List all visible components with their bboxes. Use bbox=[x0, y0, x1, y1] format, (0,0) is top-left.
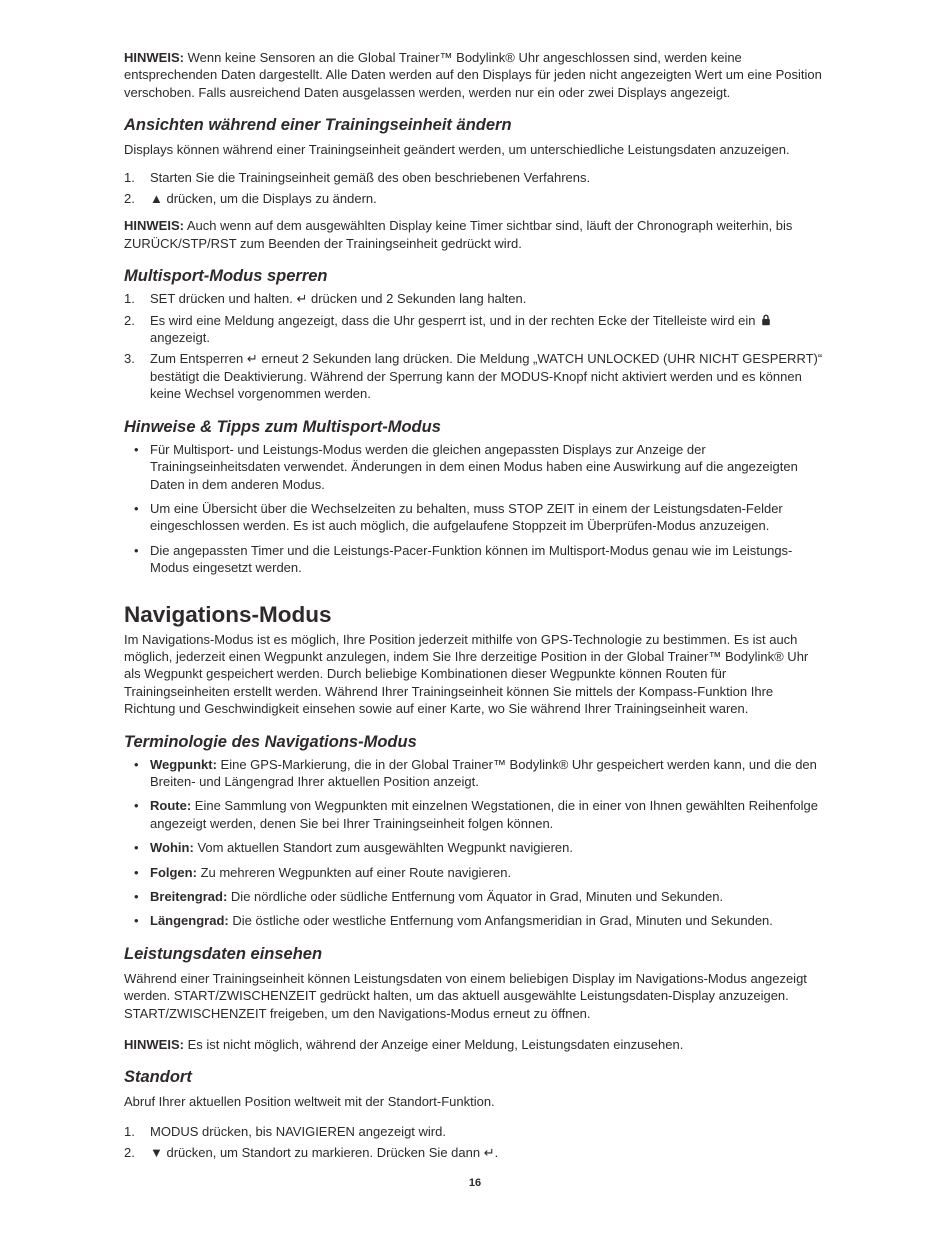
section-heading-terminologie: Terminologie des Navigations-Modus bbox=[124, 732, 417, 751]
note-label: HINWEIS: bbox=[124, 218, 184, 234]
list-item bbox=[124, 864, 828, 881]
bullet-marker: • bbox=[134, 913, 139, 929]
term-definition: Eine Sammlung von Wegpunkten mit einzelnen Wegstationen, die in einer von Ihnen gewählten Reihenfolge angezeigt werden, denen Sie bei Ihrer Trainingseinheit folgen können. bbox=[150, 798, 818, 831]
bullet-marker: • bbox=[134, 798, 139, 814]
list-number: 2. bbox=[124, 312, 135, 328]
bullet-marker: • bbox=[134, 840, 139, 856]
term-label: Wegpunkt: bbox=[150, 756, 217, 772]
list-text bbox=[150, 756, 828, 791]
note-paragraph bbox=[124, 49, 828, 101]
list-text bbox=[150, 864, 828, 881]
bullet-marker: • bbox=[134, 864, 139, 880]
list-text bbox=[150, 888, 828, 905]
list-text: Zum Entsperren ↵ erneut 2 Sekunden lang drücken. Die Meldung „WATCH UNLOCKED (UHR NICHT GESPERRT)“ bestätigt die Deaktivierung. Während der Sperrung kann der MODUS-Knopf nicht aktiviert werden und es können keine Wechsel vorgenommen werden. bbox=[150, 351, 823, 402]
list-text bbox=[150, 912, 828, 929]
list-text: Die angepassten Timer und die Leistungs-Pacer-Funktion können im Multisport-Modus genau wie im Leistungs-Modus eingesetzt werden. bbox=[150, 542, 793, 576]
list-item bbox=[124, 441, 828, 493]
list-text: Um eine Übersicht über die Wechselzeiten zu behalten, muss STOP ZEIT in einem der Leistungsdaten-Felder eingeschlossen werden. Es ist auch möglich, die aufgelaufene Stoppzeit im Überprüfen-Modus anzuzeigen. bbox=[150, 500, 783, 534]
bullet-marker: • bbox=[134, 500, 139, 516]
list-text bbox=[150, 312, 828, 347]
term-definition: Die nördliche oder südliche Entfernung vom Äquator in Grad, Minuten und Sekunden. bbox=[230, 889, 724, 904]
list-item bbox=[124, 1144, 828, 1161]
list-number: 2. bbox=[124, 191, 135, 207]
section-heading-sperren: Multisport-Modus sperren bbox=[124, 267, 328, 286]
page-number: 16 bbox=[468, 1177, 482, 1189]
section-heading-tipps: Hinweise & Tipps zum Multisport-Modus bbox=[124, 417, 441, 436]
section-body-leistungsdaten: Während einer Trainingseinheit können Leistungsdaten von einem beliebigen Display im Navigations-Modus angezeigt werden. START/ZWISCHENZEIT gedrückt halten, um das aktuell ausgewählte Leistungsdaten-Display anzuzeigen. START/ZWISCHENZEIT freigeben, um den Navigations-Modus erneut zu öffnen. bbox=[124, 970, 807, 1021]
bullet-marker: • bbox=[134, 889, 139, 904]
standort-steps-list bbox=[124, 1123, 828, 1162]
list-text bbox=[150, 839, 828, 856]
list-item bbox=[124, 839, 828, 856]
list-text: ▲ drücken, um die Displays zu ändern. bbox=[150, 191, 377, 207]
list-text: Für Multisport- und Leistungs-Modus werden die gleichen angepassten Displays zur Anzeige der Trainingseinheitsdaten verwendet. Änderungen in dem einen Modus haben eine Auswirkung auf die angezeigten Daten in dem anderen Modus. bbox=[150, 441, 798, 492]
section-intro-standort: Abruf Ihrer aktuellen Position weltweit mit der Standort-Funktion. bbox=[124, 1094, 495, 1110]
note-paragraph bbox=[124, 1036, 828, 1053]
list-item bbox=[124, 888, 828, 905]
term-definition: Eine GPS-Markierung, die in der Global Trainer™ Bodylink® Uhr gespeichert werden kann, und die den Breiten- und Längengrad Ihrer aktuellen Position anzeigt. bbox=[150, 756, 817, 789]
note-text: Es ist nicht möglich, während der Anzeige einer Meldung, Leistungsdaten einzusehen. bbox=[187, 1037, 684, 1053]
chapter-intro-navigation: Im Navigations-Modus ist es möglich, Ihre Position jederzeit mithilfe von GPS-Technologie zu bestimmen. Es ist auch möglich, jederzeit einen Wegpunkt anzulegen, indem Sie Ihre derzeitige Position in der Global Trainer™ Bodylink® Uhr als Wegpunkt gespeichert werden. Durch beliebige Kombinationen dieser Wegpunkte können Routen für Trainingseinheiten erstellt werden. Während Ihrer Trainingseinheit können Sie mittels der Kompass-Funktion Ihre Richtung und Geschwindigkeit einsehen sowie auf einer Karte, wo Sie während Ihrer Trainingseinheit waren. bbox=[124, 631, 809, 717]
list-number: 1. bbox=[124, 169, 135, 185]
list-item bbox=[124, 312, 828, 347]
lock-icon bbox=[761, 314, 771, 326]
list-item bbox=[124, 350, 828, 402]
ansichten-steps-list bbox=[124, 169, 828, 208]
note-label: HINWEIS: bbox=[124, 50, 184, 65]
note-paragraph bbox=[124, 217, 828, 252]
section-heading-leistungsdaten: Leistungsdaten einsehen bbox=[124, 944, 323, 963]
list-text-before-icon: Es wird eine Meldung angezeigt, dass die Uhr gesperrt ist, und in der rechten Ecke der Titelleiste wird ein bbox=[150, 312, 756, 328]
term-label: Folgen: bbox=[150, 864, 197, 880]
list-number: 1. bbox=[124, 1123, 135, 1139]
note-label: HINWEIS: bbox=[124, 1037, 184, 1053]
list-item bbox=[124, 1123, 828, 1140]
list-item bbox=[124, 500, 828, 535]
list-item bbox=[124, 190, 828, 207]
chapter-heading-navigation: Navigations-Modus bbox=[124, 601, 332, 627]
bullet-marker: • bbox=[134, 756, 139, 772]
list-text: MODUS drücken, bis NAVIGIEREN angezeigt wird. bbox=[150, 1123, 446, 1139]
note-text: Auch wenn auf dem ausgewählten Display keine Timer sichtbar sind, läuft der Chronograph weiterhin, bis ZURÜCK/STP/RST zum Beenden der Trainingseinheit gedrückt wird. bbox=[124, 218, 793, 251]
list-text-after-icon: angezeigt. bbox=[150, 330, 210, 346]
section-heading-ansichten: Ansichten während einer Trainingseinheit ändern bbox=[124, 116, 512, 135]
bullet-marker: • bbox=[134, 542, 139, 558]
terminologie-bullet-list bbox=[124, 756, 828, 930]
list-item bbox=[124, 542, 828, 577]
page-content bbox=[124, 49, 828, 1162]
sperren-steps-list bbox=[124, 290, 828, 402]
list-item bbox=[124, 290, 828, 307]
note-text: Wenn keine Sensoren an die Global Trainer™ Bodylink® Uhr angeschlossen sind, werden keine entsprechenden Daten dargestellt. Alle Daten werden auf den Displays für jeden nicht angezeigten Wert um eine Position verschoben. Falls ausreichend Daten ausgelassen werden, werden nur ein oder zwei Displays angezeigt. bbox=[124, 50, 822, 100]
term-definition: Zu mehreren Wegpunkten auf einer Route navigieren. bbox=[200, 864, 512, 880]
list-item bbox=[124, 912, 828, 929]
bullet-marker: • bbox=[134, 441, 139, 457]
tipps-bullet-list bbox=[124, 441, 828, 577]
list-number: 3. bbox=[124, 351, 135, 367]
list-item bbox=[124, 169, 828, 186]
section-heading-standort: Standort bbox=[124, 1068, 192, 1087]
term-definition: Die östliche oder westliche Entfernung vom Anfangsmeridian in Grad, Minuten und Sekunden. bbox=[232, 913, 773, 929]
term-label: Breitengrad: bbox=[150, 889, 228, 904]
list-text: Starten Sie die Trainingseinheit gemäß des oben beschriebenen Verfahrens. bbox=[150, 169, 591, 185]
section-intro-ansichten: Displays können während einer Trainingseinheit geändert werden, um unterschiedliche Leistungsdaten anzuzeigen. bbox=[124, 142, 790, 158]
term-label: Wohin: bbox=[150, 840, 194, 856]
term-label: Route: bbox=[150, 798, 192, 814]
list-number: 2. bbox=[124, 1145, 135, 1161]
list-text: SET drücken und halten. ↵ drücken und 2 Sekunden lang halten. bbox=[150, 291, 527, 307]
term-label: Längengrad: bbox=[150, 913, 229, 929]
list-item bbox=[124, 797, 828, 832]
term-definition: Vom aktuellen Standort zum ausgewählten Wegpunkt navigieren. bbox=[197, 840, 573, 856]
list-text bbox=[150, 797, 828, 832]
list-number: 1. bbox=[124, 291, 135, 307]
list-text: ▼ drücken, um Standort zu markieren. Drücken Sie dann ↵. bbox=[150, 1145, 499, 1161]
list-item bbox=[124, 756, 828, 791]
